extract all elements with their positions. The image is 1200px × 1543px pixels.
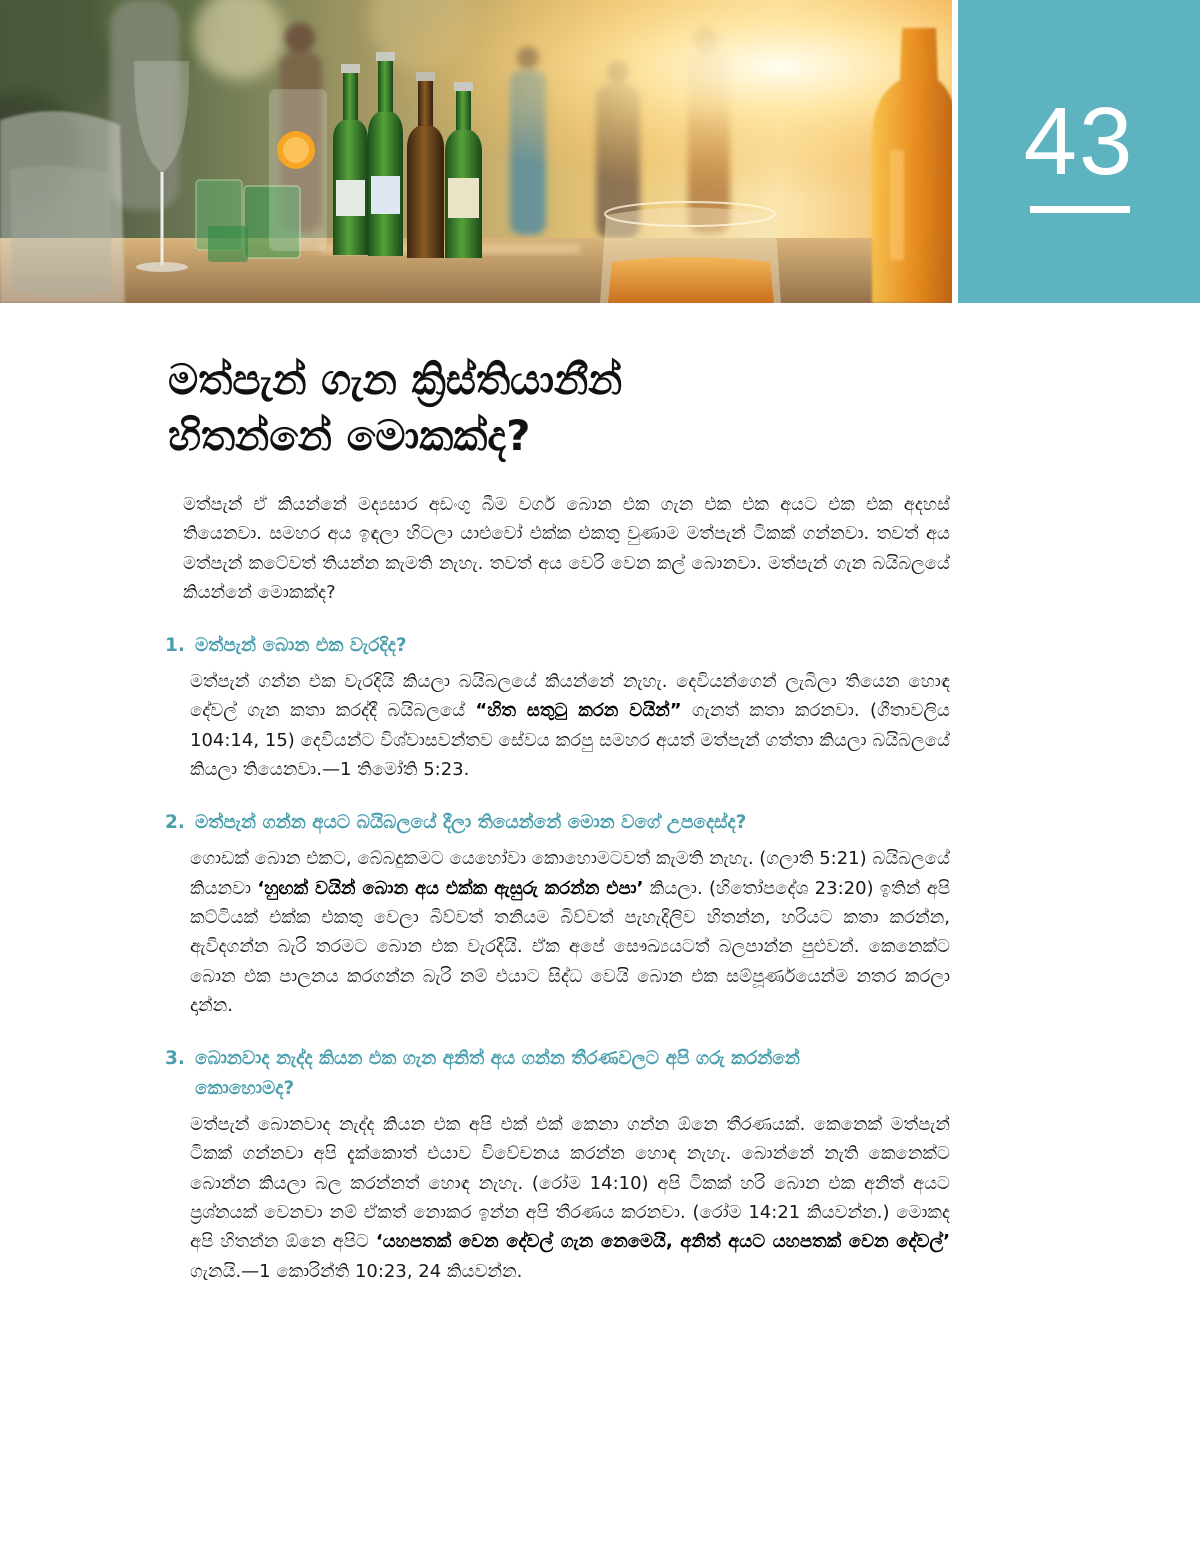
page-number-badge: [958, 0, 1200, 303]
section-number: 2.: [165, 812, 185, 834]
section-heading-1: [165, 631, 950, 661]
beer-glass: [600, 202, 781, 303]
section-heading-text: බොනවාද නැද්ද කියන එක ගැන අනිත් අය ගන්න තීරණවලට අපි ගරු කරන්නේ කොහොමද?: [195, 1048, 800, 1100]
glass-with-orange: [270, 90, 326, 250]
section-number: 3.: [165, 1048, 185, 1070]
page-title: [168, 352, 948, 464]
article-body: [165, 490, 950, 1286]
drinks-on-table-photo: [0, 0, 952, 303]
bold-quote: ‘යහපතක් වෙන දේවල් ගැන නෙමෙයි, අනිත් අයට යහපතක් වෙන දේවල්’: [375, 1231, 950, 1253]
foreground-jar: [0, 111, 125, 303]
page-number: 43: [1023, 88, 1135, 195]
section-body-3: [190, 1110, 950, 1286]
body-text: මත්පැන් ගන්න එක වැරදියි කියලා බයිබලයේ කියන්නේ නැහැ. දෙවියන්ගෙන් ලැබිලා තියෙන හොඳ දේවල් ගැන කතා කරද්දී බයිබලයේ: [190, 671, 950, 722]
body-text: මත්පැන් බොනවාද නැද්ද කියන එක අපි එක් එක් කෙනා ගන්න ඕනෙ තීරණයක්. කෙනෙක් මත්පැන් ටිකක් ගන්නවා අපි දැක්කොත් එයාව විවේචනය කරන්න හොඳ නැහැ. බොන්නේ නැති කෙනෙක්ට බොන්න කියලා බල කරන්නත් හොඳ නැහැ. (රෝම 14:10) අපි ටිකක් හරි බොන එක අනිත් අයට ප්‍රශ්නයක් වෙනවා නම් ඒකත් නොකර ඉන්න අපි තීරණය කරනවා. (රෝම 14:21 කියවන්න.) මොකද අපි හිතන්න ඕනෙ අපිට: [190, 1114, 950, 1253]
section-heading-2: [165, 808, 950, 838]
page-number-underline: [1030, 206, 1130, 213]
body-text: ගැනත් කතා කරනවා. (ගීතාවලිය 104:14, 15) දෙවියන්ට විශ්වාසවන්තව සේවය කරපු සමහර අයත් මත්පැන් ගත්තා කියලා බයිබලයේ කියලා තියෙනවා.—1 තිමෝති 5:23.: [190, 700, 950, 781]
header-photo: [0, 0, 952, 303]
bold-quote: ‘හුඟක් වයින් බොන අය එක්ක ඇසුරු කරන්න එපා’: [257, 877, 644, 899]
page-title-line-2: හිතන්නේ මොකක්ද?: [168, 411, 531, 460]
bold-quote: “හිත සතුටු කරන වයින්”: [475, 700, 682, 722]
section-number: 1.: [165, 635, 185, 657]
body-text: කියලා. (හිතෝපදේශ 23:20) ඉතින් අපි කට්ටියක් එක්ක එකතු වෙලා බිව්වත් තනියම බිව්වත් පැහැදිලිව හිතන්න, හරියට කතා කරන්න, ඇවිදගන්න බැරි තරමට බොන එක වැරදියි. ඒක අපේ සෞඛ්‍යයටත් බලපාන්න පුළුවන්. කෙනෙක්ට බොන එක පාලනය කරගන්න බැරි නම් එයාට සිද්ධ වෙයි බොන එක සම්පූර්ණයෙන්ම නතර කරලා දාන්න.: [190, 877, 951, 1016]
section-body-1: [190, 667, 950, 784]
page-title-line-1: මත්පැන් ගැන ක්‍රිස්තියානීන්: [168, 355, 623, 404]
section-body-2: [190, 844, 950, 1020]
body-text: ගොඩක් බොන එකට, බේබදුකමට යෙහෝවා කොහොමටවත් කැමති නැහැ. (ගලාති 5:21) බයිබලයේ කියනවා: [190, 848, 950, 899]
section-heading-text: මත්පැන් බොන එක වැරදිද?: [195, 635, 407, 657]
section-heading-text: මත්පැන් ගන්න අයට බයිබලයේ දීලා තියෙන්නේ මොන වගේ උපදෙස්ද?: [195, 812, 747, 834]
intro-paragraph: මත්පැන් ඒ කියන්නේ මද්‍යසාර අඩංගු බීම වර්ග බොන එක ගැන එක එක අයට එක එක අදහස් තියෙනවා. සමහර අය ඉඳලා හිටලා යාළුවෝ එක්ක එකතු වුණාම මත්පැන් ටිකක් ගන්නවා. තවත් අය මත්පැන් කටේවත් තියන්න කැමති නැහැ. තවත් අය වෙරි වෙන කල් බොනවා. මත්පැන් ගැන බයිබලයේ කියන්නේ මොකක්ද?: [183, 494, 950, 603]
section-heading-3: [165, 1044, 950, 1104]
body-text: ගැනයි.—1 කොරින්ති 10:23, 24 කියවන්න.: [190, 1260, 523, 1282]
